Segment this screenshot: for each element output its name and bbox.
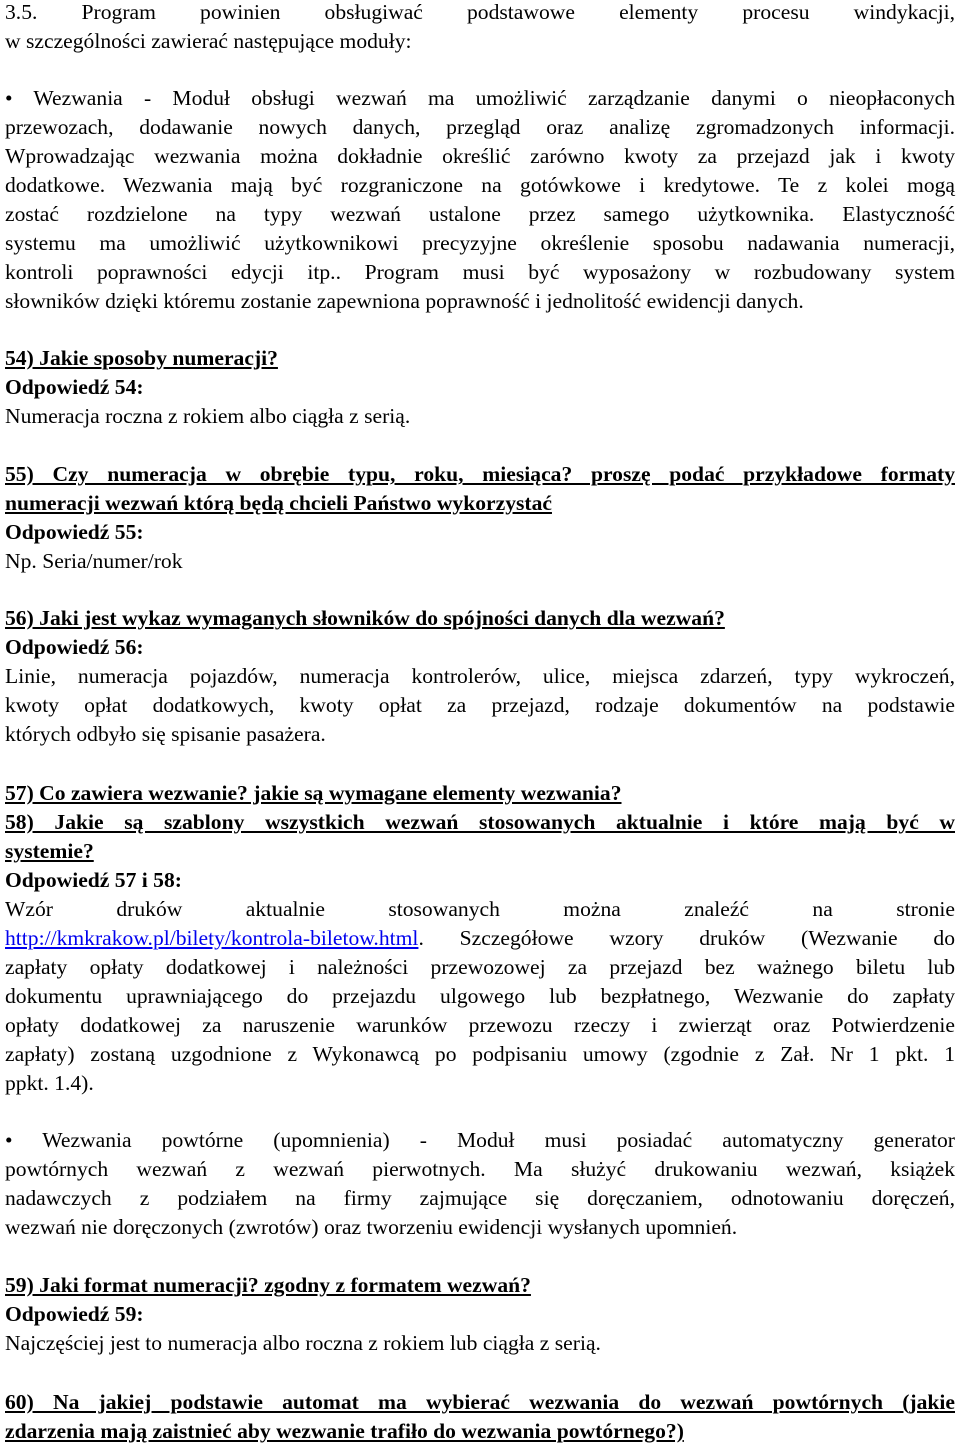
answer-56-label: Odpowiedź 56:	[5, 635, 144, 659]
kmkrakow-link[interactable]: http://kmkrakow.pl/bilety/kontrola-biletow.html	[5, 926, 419, 950]
answer-57-58-line-6: zapłaty) zostaną uzgodnione z Wykonawcą po podpisaniu umowy (zgodnie z Zał. Nr 1 pkt. 1	[5, 1042, 955, 1066]
bullet-wezwania-line-3: Wprowadzając wezwania można dokładnie określić zarówno kwoty za przejazd jak i kwoty	[5, 144, 955, 168]
question-54: 54) Jakie sposoby numeracji?	[5, 346, 278, 370]
answer-54-label: Odpowiedź 54:	[5, 375, 144, 399]
bullet-wezwania-line-6: systemu ma umożliwić użytkownikowi precyzyjne określenie sposobu nadawania numeracji,	[5, 231, 955, 255]
answer-56-line-2: kwoty opłat dodatkowych, kwoty opłat za przejazd, rodzaje dokumentów na podstawie	[5, 693, 955, 717]
question-58-line-2: systemie?	[5, 839, 94, 863]
answer-55-label: Odpowiedź 55:	[5, 520, 144, 544]
answer-56-line-1: Linie, numeracja pojazdów, numeracja kontrolerów, ulice, miejsca zdarzeń, typy wykroczeń,	[5, 664, 955, 688]
bullet-wezwania-line-2: przewozach, dodawanie nowych danych, przegląd oraz analizę zgromadzonych informacji.	[5, 115, 955, 139]
bullet-wezwania-line-8: słowników dzięki któremu zostanie zapewniona poprawność i jednolitość ewidencji danych.	[5, 289, 804, 313]
bullet-powtorne-line-4: wezwań nie doręczonych (zwrotów) oraz tworzeniu ewidencji wysłanych upomnień.	[5, 1215, 738, 1239]
answer-57-58-line-2	[5, 924, 955, 953]
question-55-line-1: 55) Czy numeracja w obrębie typu, roku, miesiąca? proszę podać przykładowe formaty	[5, 462, 955, 486]
question-55-line-2: numeracji wezwań którą będą chcieli Państwo wykorzystać	[5, 491, 552, 515]
bullet-wezwania-line-1: • Wezwania - Moduł obsługi wezwań ma umożliwić zarządzanie danymi o nieopłaconych	[5, 86, 955, 110]
answer-59-text: Najczęściej jest to numeracja albo roczna z rokiem lub ciągła z serią.	[5, 1331, 601, 1355]
answer-57-58-line-1: Wzór druków aktualnie stosowanych można znaleźć na stronie	[5, 897, 955, 921]
answer-57-58-line-7: ppkt. 1.4).	[5, 1071, 94, 1095]
answer-54-text: Numeracja roczna z rokiem albo ciągła z serią.	[5, 404, 411, 428]
answer-57-58-line-5: opłaty dodatkowej za naruszenie warunków przewozu rzeczy i zwierząt oraz Potwierdzenie	[5, 1013, 955, 1037]
question-59: 59) Jaki format numeracji? zgodny z formatem wezwań?	[5, 1273, 531, 1297]
bullet-powtorne-line-2: powtórnych wezwań z wezwań pierwotnych. Ma służyć drukowaniu wezwań, książek	[5, 1157, 955, 1181]
bullet-wezwania-line-5: zostać rozdzielone na typy wezwań ustalone przez samego użytkownika. Elastyczność	[5, 202, 955, 226]
answer-59-label: Odpowiedź 59:	[5, 1302, 144, 1326]
answer-56-line-3: których odbyło się spisanie pasażera.	[5, 722, 326, 746]
section-heading-line-2: w szczególności zawierać następujące moduły:	[5, 29, 412, 53]
answer-57-58-label: Odpowiedź 57 i 58:	[5, 868, 182, 892]
question-58-line-1: 58) Jakie są szablony wszystkich wezwań stosowanych aktualnie i które mają być w	[5, 810, 955, 834]
question-56: 56) Jaki jest wykaz wymaganych słowników do spójności danych dla wezwań?	[5, 606, 725, 630]
bullet-powtorne-line-3: nadawczych z podziałem na firmy zajmujące się doręczaniem, odnotowaniu doręczeń,	[5, 1186, 955, 1210]
bullet-wezwania-line-4: dodatkowe. Wezwania mają być rozgraniczone na gotówkowe i kredytowe. Te z kolei mogą	[5, 173, 955, 197]
question-60-line-1: 60) Na jakiej podstawie automat ma wybierać wezwania do wezwań powtórnych (jakie	[5, 1390, 955, 1414]
bullet-wezwania-line-7: kontroli poprawności edycji itp.. Program musi być wyposażony w rozbudowany system	[5, 260, 955, 284]
bullet-powtorne-line-1: • Wezwania powtórne (upomnienia) - Moduł musi posiadać automatyczny generator	[5, 1128, 955, 1152]
question-57: 57) Co zawiera wezwanie? jakie są wymagane elementy wezwania?	[5, 781, 622, 805]
section-heading-line-1: 3.5. Program powinien obsługiwać podstawowe elementy procesu windykacji,	[5, 0, 955, 24]
answer-57-58-line-3: zapłaty opłaty dodatkowej i należności przewozowej za przejazd bez ważnego biletu lub	[5, 955, 955, 979]
question-60-line-2: zdarzenia mają zaistnieć aby wezwanie trafiło do wezwania powtórnego?)	[5, 1419, 684, 1443]
answer-57-58-line-2-text: . Szczegółowe wzory druków (Wezwanie do	[418, 926, 955, 950]
answer-55-text: Np. Seria/numer/rok	[5, 549, 183, 573]
answer-57-58-line-4: dokumentu uprawniającego do przejazdu ulgowego lub bezpłatnego, Wezwanie do zapłaty	[5, 984, 955, 1008]
